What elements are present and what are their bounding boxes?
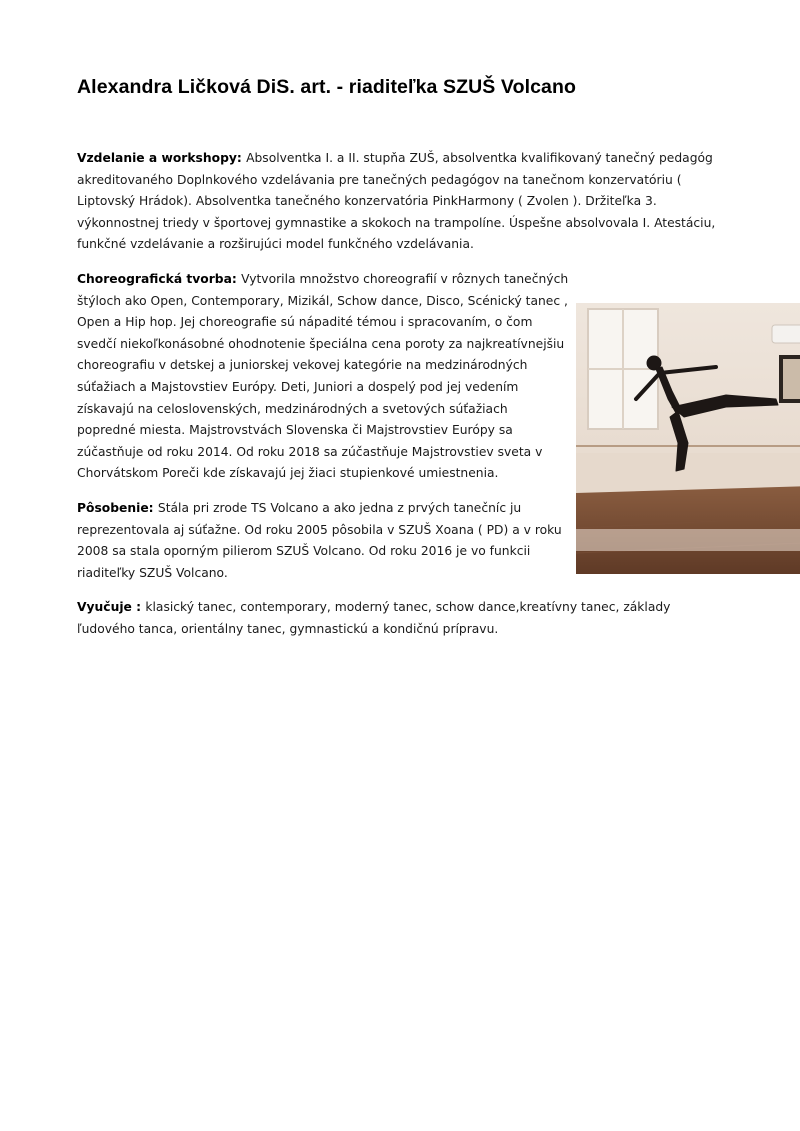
section-education (77, 148, 727, 256)
section-text: Stála pri zrode TS Volcano a ako jedna z prvých tanečníc ju reprezentovala aj súťažne. Od roku 2005 pôsobila v SZUŠ Xoana ( PD) a v roku 2008 sa stala oporným pilierom SZUŠ Volcano. Od roku 2016 je vo funkcii riaditeľky SZUŠ Volcano. (77, 500, 562, 580)
section-text: Absolventka I. a II. stupňa ZUŠ, absolventka kvalifikovaný tanečný pedagóg akreditovaného Doplnkového vzdelávania pre tanečných pedagógov na tanečnom konzervatóriu ( Liptovský Hrádok). Absolventka tanečného konzervatória PinkHarmony ( Zvolen ). Držiteľka 3. výkonnostnej triedy v športovej gymnastike a skokoch na trampolíne. Úspešne absolvovala I. Atestáciu, funkčné vzdelávanie a rozširujúci model funkčného vzdelávania. (77, 151, 716, 252)
section-text: Vytvorila množstvo choreografií v rôznych tanečných štýloch ako Open, Contemporary, Mizikál, Schow dance, Disco, Scénický tanec , Open a Hip hop. Jej choreografie sú nápadité témou i spracovaním, o čom svedčí niekoľkonásobné ohodnotenie špeciálna cena poroty za najkreatívnejšiu choreografiu v detskej a juniorskej vekovej kategórie na medzinárodných súťažiach a Majstovstiev Európy. Deti, Juniori a dospelý pod jej vedením získavajú na celoslovenských, medzinárodných a svetových súťažiach popredné miesta. Majstrovstvách Slovenska či Majstrovstiev Európy sa zúčastňuje od roku 2014. Od roku 2018 sa zúčastňuje Majstrovstiev sveta v Chorvátskom Poreči kde získavajú jej žiaci stupienkové umiestnenia. (77, 271, 569, 481)
section-heading: Vzdelanie a workshopy: (77, 151, 247, 165)
document-title: Alexandra Ličková DiS. art. - riaditeľka SZUŠ Volcano (77, 76, 577, 98)
dancer-photo (576, 303, 800, 574)
section-text: klasický tanec, contemporary, moderný tanec, schow dance,kreatívny tanec, základy ľudového tanca, orientálny tanec, gymnastickú a kondičnú prípravu. (77, 600, 671, 636)
section-choreography (77, 269, 727, 485)
section-heading: Pôsobenie: (77, 500, 158, 515)
section-teaches (77, 597, 727, 640)
section-heading: Choreografická tvorba: (77, 271, 242, 286)
section-heading: Vyučuje : (77, 600, 146, 615)
document-body (77, 148, 727, 653)
